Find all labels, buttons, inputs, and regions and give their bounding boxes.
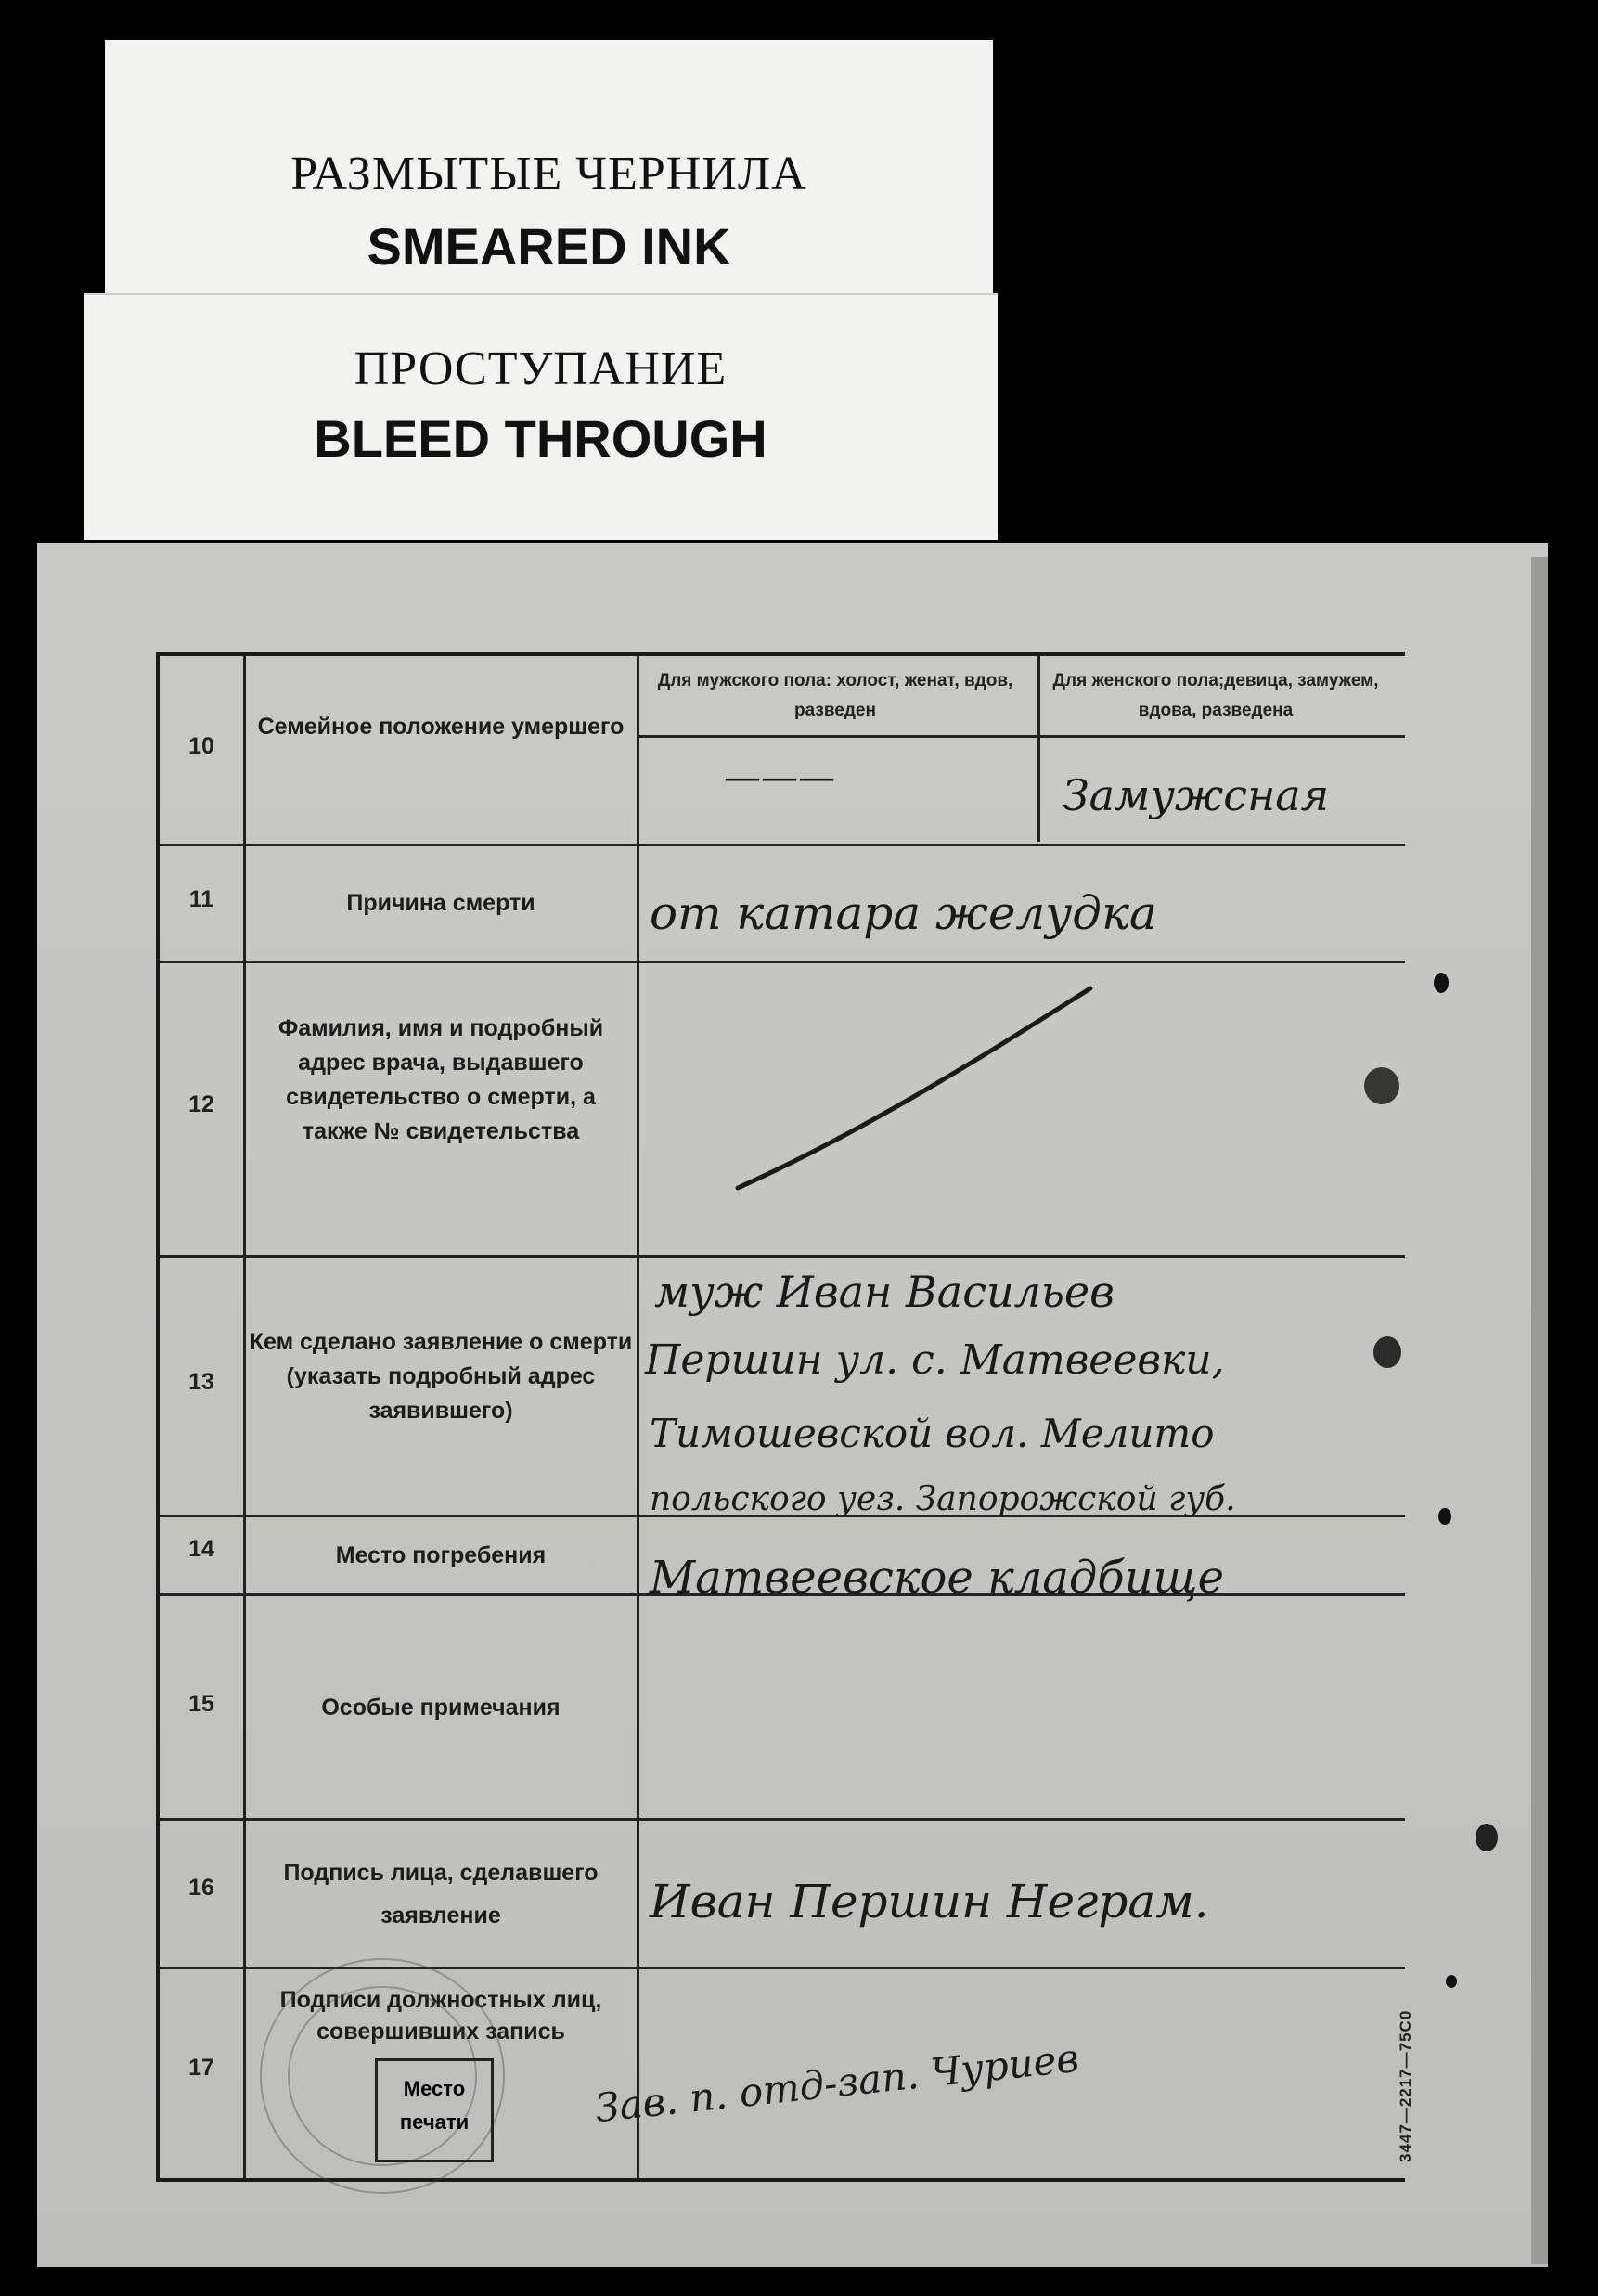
row-number-10: 10 — [188, 733, 214, 759]
caption-marital-status: Семейное положение умершего — [257, 714, 625, 740]
ink-spot — [1438, 1508, 1451, 1525]
handwritten-female-status: Замужсная — [1063, 770, 1330, 820]
sheet-edge — [1531, 557, 1548, 2264]
stamp-placeholder-box — [375, 2058, 494, 2162]
ink-spot — [1373, 1336, 1401, 1368]
caption-burial-place: Место погребения — [335, 1542, 547, 1568]
row-divider — [160, 844, 1405, 846]
handwritten-male-status: ——— — [724, 756, 835, 799]
form-print-code: 3447—2217—75С0 — [1397, 2009, 1414, 2162]
row-number-12: 12 — [188, 1091, 214, 1117]
caption-special-notes: Особые примечания — [321, 1695, 561, 1721]
caption-cause-of-death: Причина смерти — [346, 890, 535, 916]
header-female: Для женского пола;девица, замужем, вдова, разведена — [1052, 671, 1379, 720]
column-divider — [637, 656, 639, 2178]
bleed-through-label-card — [84, 293, 998, 540]
handwritten-declarant-line-3: Тимошевской вол. Мелито — [650, 1411, 1215, 1456]
ink-spot — [1364, 1067, 1399, 1104]
bleed-through-label-en: BLEED THROUGH — [314, 409, 767, 468]
row-number-17: 17 — [188, 2055, 214, 2081]
handwritten-declarant-line-4: польского уез. Запорожской губ. — [650, 1480, 1236, 1518]
row-number-16: 16 — [188, 1875, 214, 1901]
row-number-13: 13 — [188, 1369, 214, 1395]
handwritten-cause-of-death: от катара желудка — [650, 886, 1157, 940]
handwritten-declarant-signature: Иван Першин Неграм. — [650, 1875, 1209, 1928]
smeared-ink-label-card — [105, 40, 993, 309]
handwritten-official-signature: Зав. п. отд-зап. Чуриев — [592, 2034, 1081, 2132]
handwritten-declarant-line-2: Першин ул. с. Матвеевки, — [645, 1336, 1225, 1384]
caption-doctor-info: Фамилия, имя и подробный адрес врача, выдавшего свидетельство о смерти, а также № свидетельства — [277, 1015, 604, 1144]
stamp-placeholder-label: Место печати — [399, 2077, 470, 2134]
caption-declarant: Кем сделано заявление о смерти (указать подробный адрес заявившего) — [249, 1329, 633, 1424]
handwritten-declarant-line-1: муж Иван Васильев — [654, 1267, 1115, 1317]
row-number-11: 11 — [188, 886, 214, 912]
header-male: Для мужского пола: холост, женат, вдов, разведен — [657, 671, 1013, 720]
row-divider — [160, 961, 1405, 963]
row-divider — [160, 1818, 1405, 1821]
row-number-14: 14 — [188, 1536, 214, 1562]
caption-declarant-signature: Подпись лица, сделавшего заявление — [283, 1860, 599, 1928]
handwritten-dash-stroke — [724, 979, 1114, 1202]
smeared-ink-label-en: SMEARED INK — [367, 217, 731, 276]
ink-spot — [1446, 1975, 1457, 1988]
handwritten-burial-place: Матвеевское кладбище — [650, 1552, 1225, 1604]
ink-spot — [1434, 973, 1449, 993]
header-divider — [637, 735, 1405, 738]
smeared-ink-label-ru: РАЗМЫТЫЕ ЧЕРНИЛА — [290, 148, 807, 200]
bleed-through-label-ru: ПРОСТУПАНИЕ — [354, 342, 728, 395]
ink-spot — [1476, 1824, 1498, 1851]
row-divider — [160, 1255, 1405, 1258]
row-number-15: 15 — [188, 1691, 214, 1717]
caption-official-signatures: Подписи должностных лиц, совершивших запись — [279, 1987, 602, 2044]
